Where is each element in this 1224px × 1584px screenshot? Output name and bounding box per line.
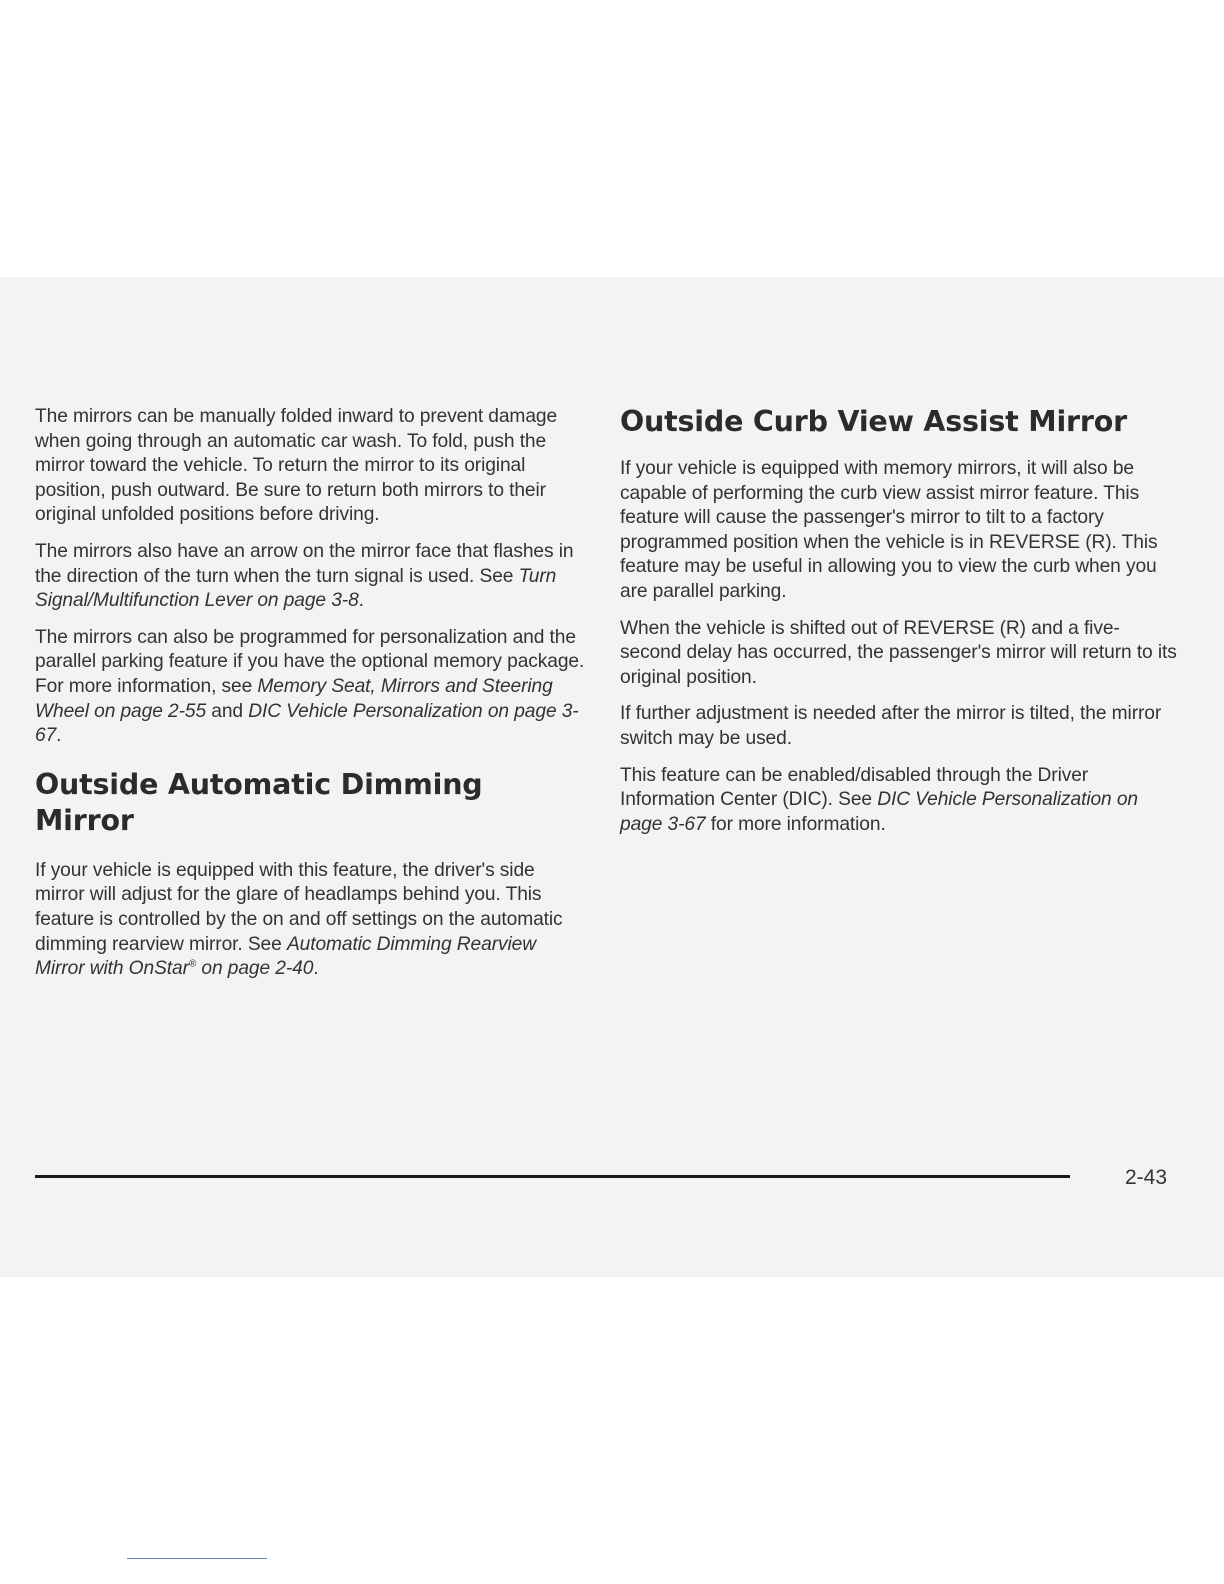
heading-outside-automatic-dimming-mirror: Outside Automatic Dimming Mirror <box>35 767 483 837</box>
cross-reference-turn-signal: Turn Signal/Multifunction Lever on page 3-8 <box>35 565 557 612</box>
paragraph-text: When the vehicle is shifted out of REVERSE (R) and a five-second delay has occurred, the passenger's mirror will return to its original position. <box>620 617 1177 688</box>
paragraph-text: The mirrors can also be programmed for personalization and the parallel parking feature if you have the optional memory package. For more information, see <box>35 626 585 697</box>
reference-text: Automatic Dimming Rearview Mirror with OnStar <box>35 933 536 980</box>
footer-rule <box>35 1175 1070 1178</box>
reference-page: on page 2-40 <box>196 958 314 980</box>
paragraph-dimming-mirror <box>35 859 585 982</box>
paragraph-memory-package <box>35 626 585 749</box>
paragraph-text: The mirrors can be manually folded inward to prevent damage when going through an automatic car wash. To fold, push the mirror toward the vehicle. To return the mirror to its original position, push outward. Be sure to return both mirrors to their original unfolded positions before driving. <box>35 406 558 526</box>
paragraph-folding-mirrors <box>35 405 585 528</box>
paragraph-reverse-shift <box>620 617 1180 691</box>
right-column <box>620 405 1180 849</box>
paragraph-text: If further adjustment is needed after the mirror is tilted, the mirror switch may be used. <box>620 703 1162 749</box>
page-number: 2-43 <box>1125 1166 1168 1189</box>
paragraph-text: The mirrors also have an arrow on the mirror face that flashes in the direction of the turn when the turn signal is used. See <box>35 540 574 587</box>
heading-outside-curb-view-assist-mirror: Outside Curb View Assist Mirror <box>620 405 1127 438</box>
paragraph-end: . <box>358 590 364 612</box>
paragraph-text: If your vehicle is equipped with memory mirrors, it will also be capable of performing the curb view assist mirror feature. This feature will cause the passenger's mirror to tilt to a factory programmed position when the vehicle is in REVERSE (R). This feature may be useful in allowing you to view the curb when you are parallel parking. <box>620 458 1158 602</box>
cross-reference-dic-personalization: DIC Vehicle Personalization on page 3-67 <box>35 700 579 747</box>
divider-line <box>127 1558 267 1559</box>
registered-mark: ® <box>188 958 197 970</box>
paragraph-connector: and <box>206 700 249 722</box>
paragraph-curb-view-feature <box>620 457 1180 605</box>
paragraph-end: . <box>56 725 62 747</box>
paragraph-text: This feature can be enabled/disabled through the Driver Information Center (DIC). See <box>620 764 1089 811</box>
paragraph-text: If your vehicle is equipped with this feature, the driver's side mirror will adjust for the glare of headlamps behind you. This feature is controlled by the on and off settings on the automatic dimming rearview mirror. See <box>35 859 563 955</box>
paragraph-further-adjustment <box>620 702 1180 751</box>
cross-reference-memory-seat: Memory Seat, Mirrors and Steering Wheel on page 2-55 <box>35 675 553 722</box>
paragraph-end: for more information. <box>705 813 886 835</box>
cross-reference-dic-personalization: DIC Vehicle Personalization on page 3-67 <box>620 789 1138 835</box>
paragraph-turn-signal-arrow <box>35 540 585 614</box>
left-column <box>35 405 585 994</box>
paragraph-end: . <box>313 958 319 980</box>
paragraph-enable-disable <box>620 764 1180 838</box>
